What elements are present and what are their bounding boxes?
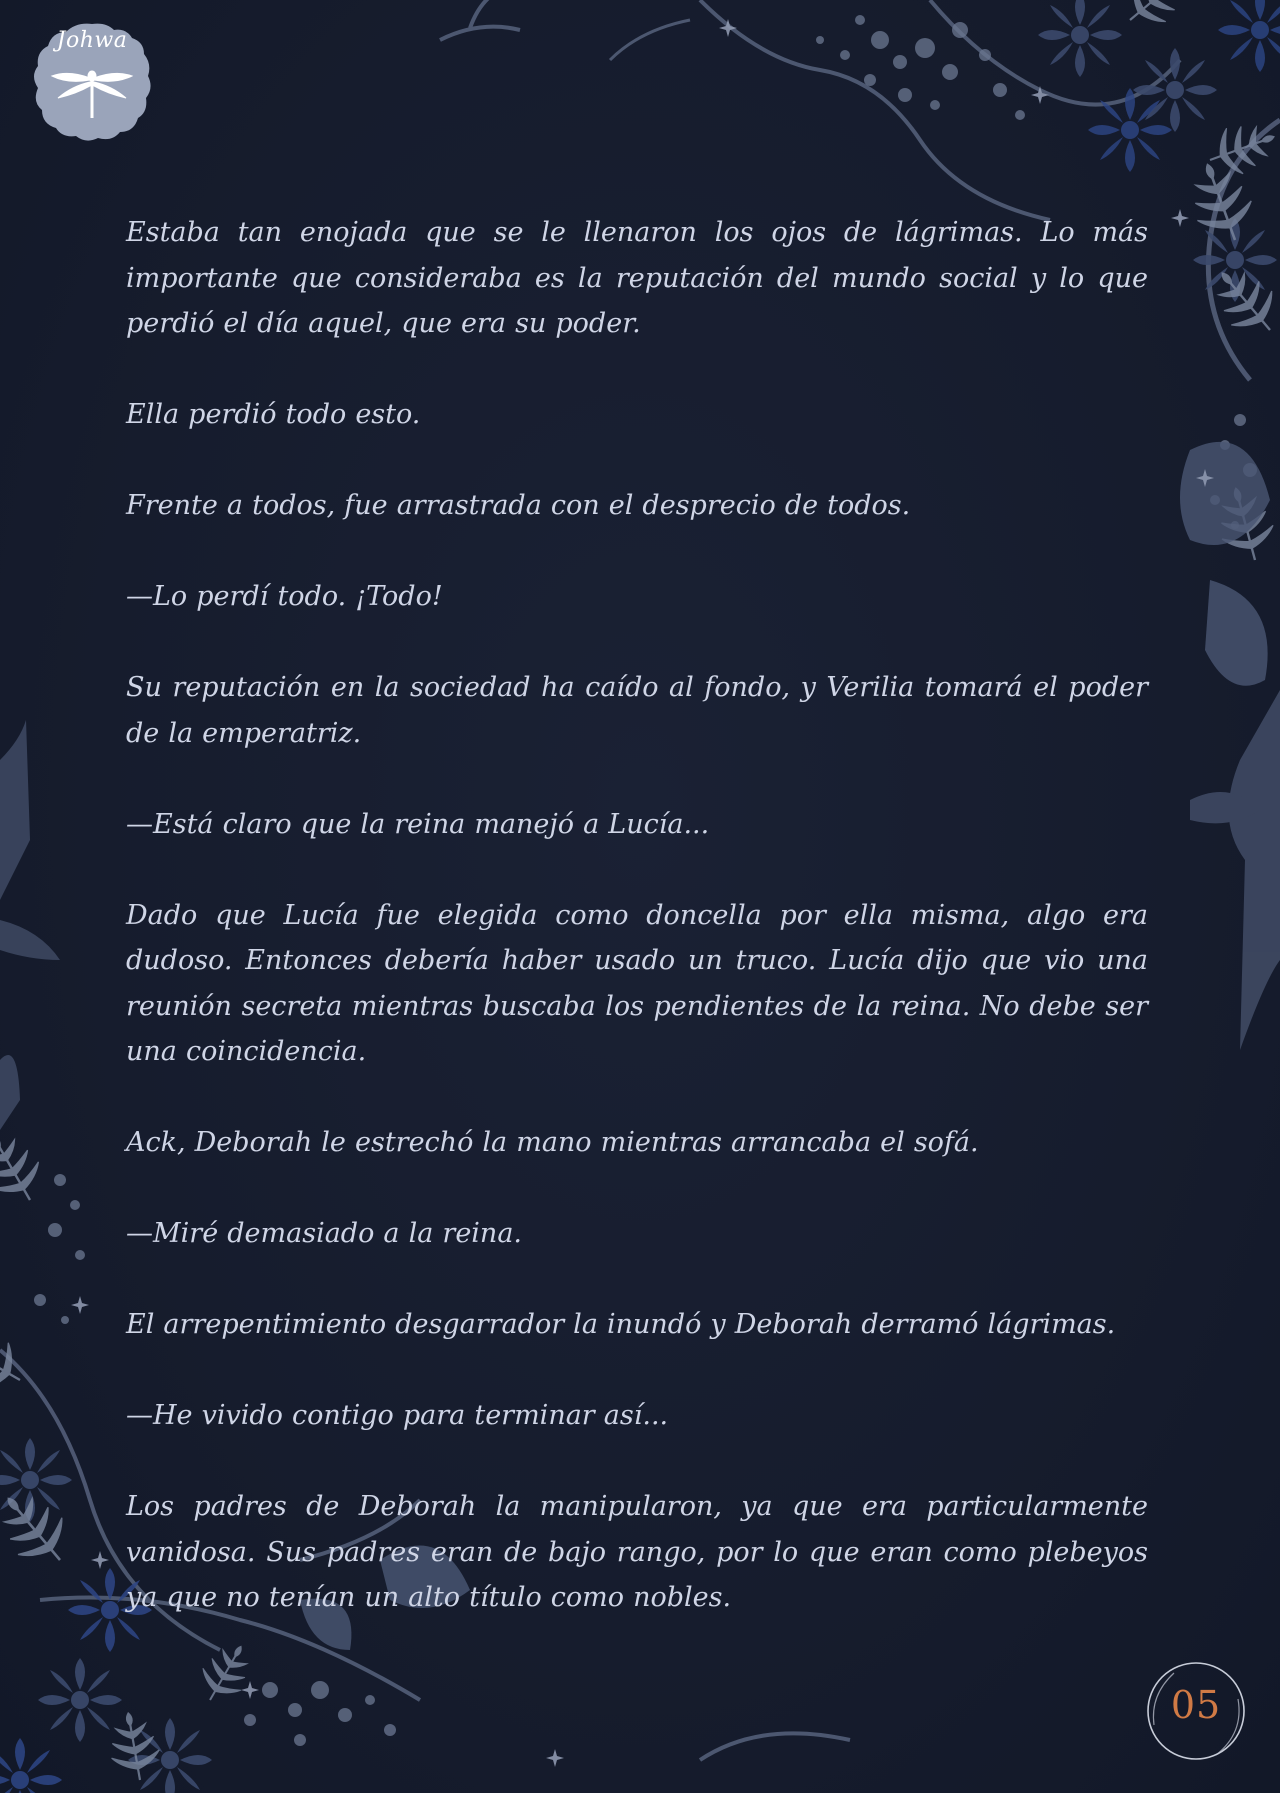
paragraph: Su reputación en la sociedad ha caído al fondo, y Verilia tomará el poder de la emperatriz. xyxy=(126,672,1148,749)
paragraph: Ack, Deborah le estrechó la mano mientras arrancaba el sofá. xyxy=(126,1127,979,1158)
paragraph: Los padres de Deborah la manipularon, ya que era particularmente vanidosa. Sus padres eran de bajo rango, por lo que eran como plebeyos ya que no tenían un alto título como nobles. xyxy=(126,1491,1148,1613)
logo-text: Johwa xyxy=(56,28,128,53)
chapter-text xyxy=(126,210,1148,1666)
paragraph: Dado que Lucía fue elegida como doncella por ella misma, algo era dudoso. Entonces debería haber usado un truco. Lucía dijo que vio una reunión secreta mientras buscaba los pendientes de la reina. No debe ser una coincidencia. xyxy=(126,899,1148,1067)
paragraph: —Lo perdí todo. ¡Todo! xyxy=(126,581,443,612)
paragraph: El arrepentimiento desgarrador la inundó y Deborah derramó lágrimas. xyxy=(126,1309,1116,1340)
paragraph: Ella perdió todo esto. xyxy=(126,399,421,430)
paragraph: —He vivido contigo para terminar así... xyxy=(126,1400,669,1431)
paragraph: Frente a todos, fue arrastrada con el desprecio de todos. xyxy=(126,490,911,521)
paragraph: —Miré demasiado a la reina. xyxy=(126,1218,523,1249)
page-number: 05 xyxy=(1170,1683,1222,1727)
paragraph: Estaba tan enojada que se le llenaron los ojos de lágrimas. Lo más importante que consideraba es la reputación del mundo social y lo que perdió el día aquel, que era su poder. xyxy=(126,217,1148,339)
paragraph: —Está claro que la reina manejó a Lucía... xyxy=(126,808,710,840)
